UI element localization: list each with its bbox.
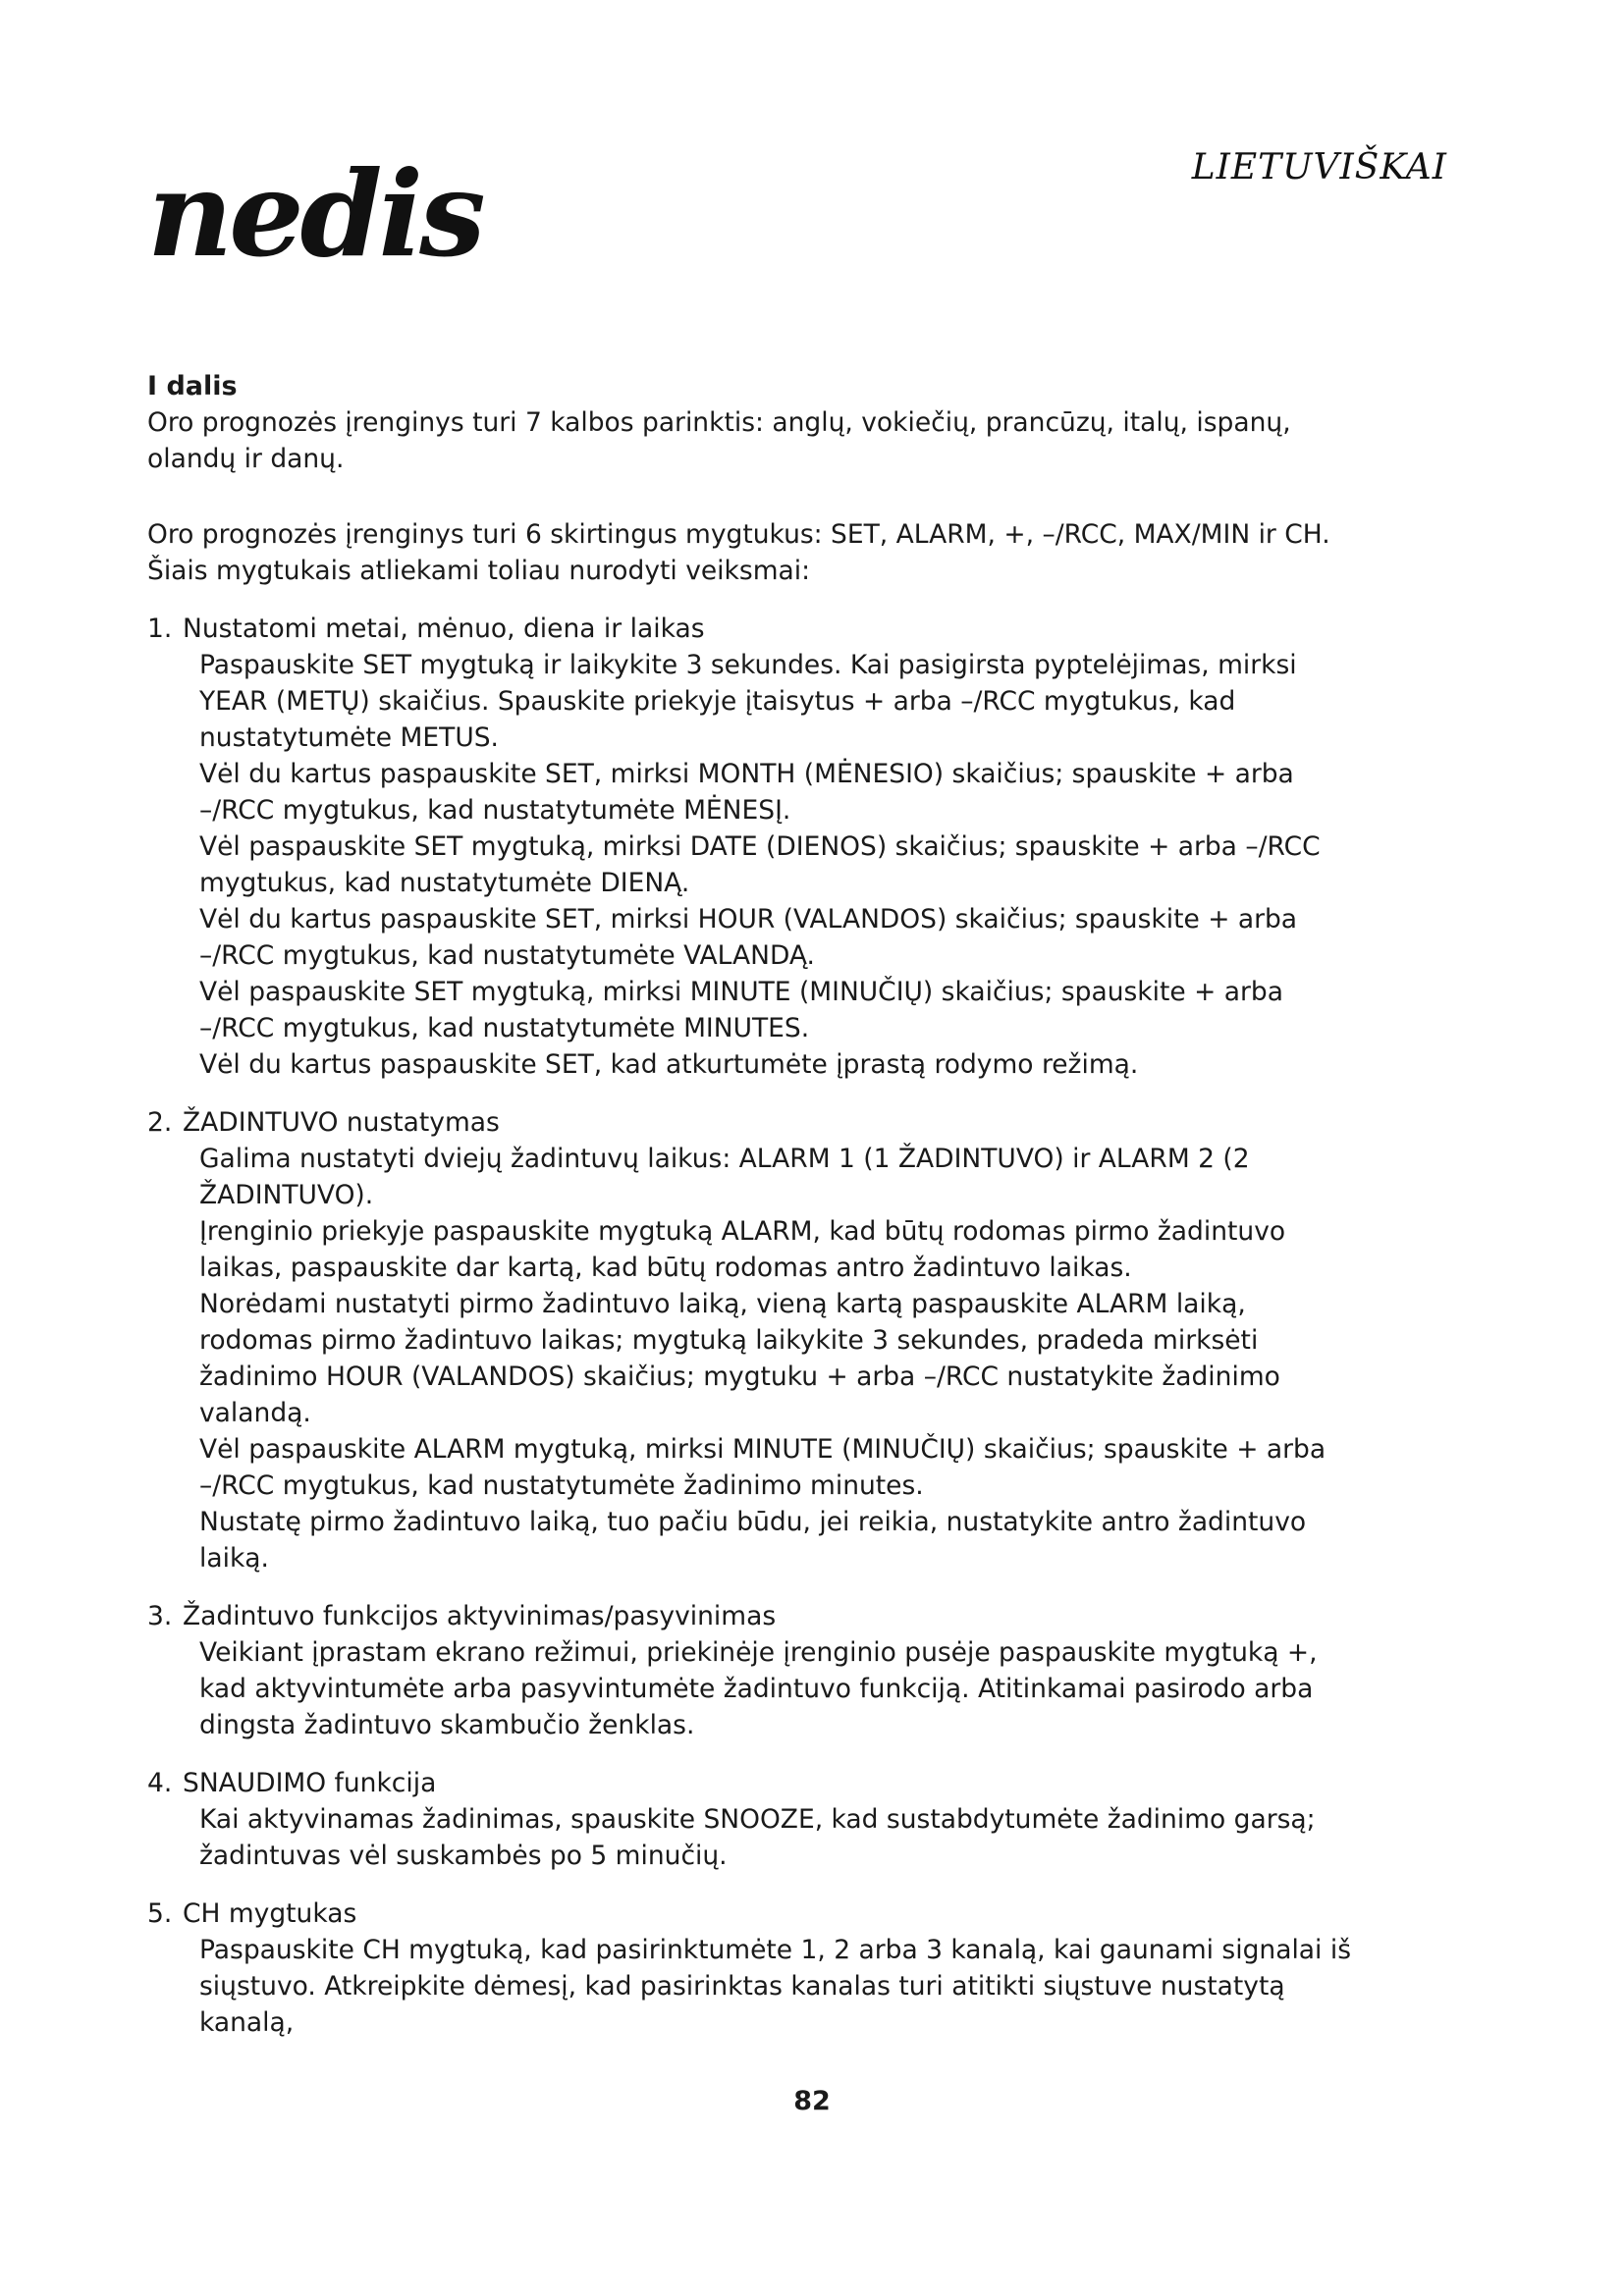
nedis-logo	[147, 147, 579, 285]
step-text: Norėdami nustatyti pirmo žadintuvo laiką, vieną kartą paspauskite ALARM laiką, rodomas pirmo žadintuvo laikas; mygtuką laikykite 3 sekundes, pradeda mirksėti žadinimo HOUR (VALANDOS) skaičius; mygtuku + arba –/RCC nustatykite žadinimo valandą.	[199, 1289, 1280, 1428]
step-title: SNAUDIMO funkcija	[183, 1768, 437, 1798]
steps-list	[147, 611, 1355, 2041]
step-title: Žadintuvo funkcijos aktyvinimas/pasyvinimas	[183, 1601, 777, 1631]
step-text: Nustatę pirmo žadintuvo laiką, tuo pačiu būdu, jei reikia, nustatykite antro žadintuvo laiką.	[199, 1507, 1307, 1574]
step-text: Vėl du kartus paspauskite SET, kad atkurtumėte įprastą rodymo režimą.	[199, 1049, 1139, 1080]
step-text: Veikiant įprastam ekrano režimui, priekinėje įrenginio pusėje paspauskite mygtuką +, kad aktyvintumėte arba pasyvintumėte žadintuvo funkciją. Atitinkamai pasirodo arba dingsta žadintuvo skambučio ženklas.	[199, 1637, 1318, 1740]
step-text: Galima nustatyti dviejų žadintuvų laikus: ALARM 1 (1 ŽADINTUVO) ir ALARM 2 (2 ŽADINTUVO).	[199, 1144, 1250, 1210]
document-body	[147, 368, 1355, 2062]
step-number: 4.	[147, 1768, 173, 1798]
list-item	[147, 1598, 1355, 1743]
list-item	[147, 1896, 1355, 2041]
step-text: Kai aktyvinamas žadinimas, spauskite SNOOZE, kad sustabdytumėte žadinimo garsą; žadintuvas vėl suskambės po 5 minučių.	[199, 1804, 1316, 1871]
section-title: I dalis	[147, 371, 238, 401]
list-item	[147, 611, 1355, 1083]
step-number: 2.	[147, 1107, 173, 1138]
list-item	[147, 1104, 1355, 1576]
page-number: 82	[793, 2086, 831, 2116]
step-text: Paspauskite SET mygtuką ir laikykite 3 sekundes. Kai pasigirsta pyptelėjimas, mirksi YEAR (METŲ) skaičius. Spauskite priekyje įtaisytus + arba –/RCC mygtukus, kad nustatytumėte METUS.	[199, 650, 1297, 753]
intro-paragraph-2: Oro prognozės įrenginys turi 6 skirtingus mygtukus: SET, ALARM, +, –/RCC, MAX/MIN ir CH. Šiais mygtukais atliekami toliau nurodyti veiksmai:	[147, 519, 1330, 586]
language-label: LIETUVIŠKAI	[1191, 147, 1447, 187]
intro-paragraph-1: Oro prognozės įrenginys turi 7 kalbos parinktis: anglų, vokiečių, prancūzų, italų, ispanų, olandų ir danų.	[147, 407, 1291, 474]
step-number: 1.	[147, 614, 173, 644]
step-text: Vėl du kartus paspauskite SET, mirksi HOUR (VALANDOS) skaičius; spauskite + arba –/RCC mygtukus, kad nustatytumėte VALANDĄ.	[199, 904, 1298, 971]
step-text: Vėl paspauskite ALARM mygtuką, mirksi MINUTE (MINUČIŲ) skaičius; spauskite + arba –/RCC mygtukus, kad nustatytumėte žadinimo minutes.	[199, 1434, 1326, 1501]
step-text: Vėl paspauskite SET mygtuką, mirksi MINUTE (MINUČIŲ) skaičius; spauskite + arba –/RCC mygtukus, kad nustatytumėte MINUTES.	[199, 977, 1283, 1043]
step-text: Įrenginio priekyje paspauskite mygtuką ALARM, kad būtų rodomas pirmo žadintuvo laikas, paspauskite dar kartą, kad būtų rodomas antro žadintuvo laikas.	[199, 1216, 1286, 1283]
step-number: 5.	[147, 1898, 173, 1929]
step-text: Vėl paspauskite SET mygtuką, mirksi DATE (DIENOS) skaičius; spauskite + arba –/RCC mygtukus, kad nustatytumėte DIENĄ.	[199, 831, 1321, 898]
step-title: CH mygtukas	[183, 1898, 357, 1929]
step-title: Nustatomi metai, mėnuo, diena ir laikas	[183, 614, 705, 644]
step-title: ŽADINTUVO nustatymas	[183, 1107, 500, 1138]
step-number: 3.	[147, 1601, 173, 1631]
svg-text:nedis: nedis	[147, 147, 482, 284]
list-item	[147, 1765, 1355, 1874]
step-text: Vėl du kartus paspauskite SET, mirksi MONTH (MĖNESIO) skaičius; spauskite + arba –/RCC mygtukus, kad nustatytumėte MĖNESĮ.	[199, 759, 1294, 826]
step-text: Paspauskite CH mygtuką, kad pasirinktumėte 1, 2 arba 3 kanalą, kai gaunami signalai iš siųstuvo. Atkreipkite dėmesį, kad pasirinktas kanalas turi atitikti siųstuve nustatytą kanalą,	[199, 1935, 1352, 2038]
